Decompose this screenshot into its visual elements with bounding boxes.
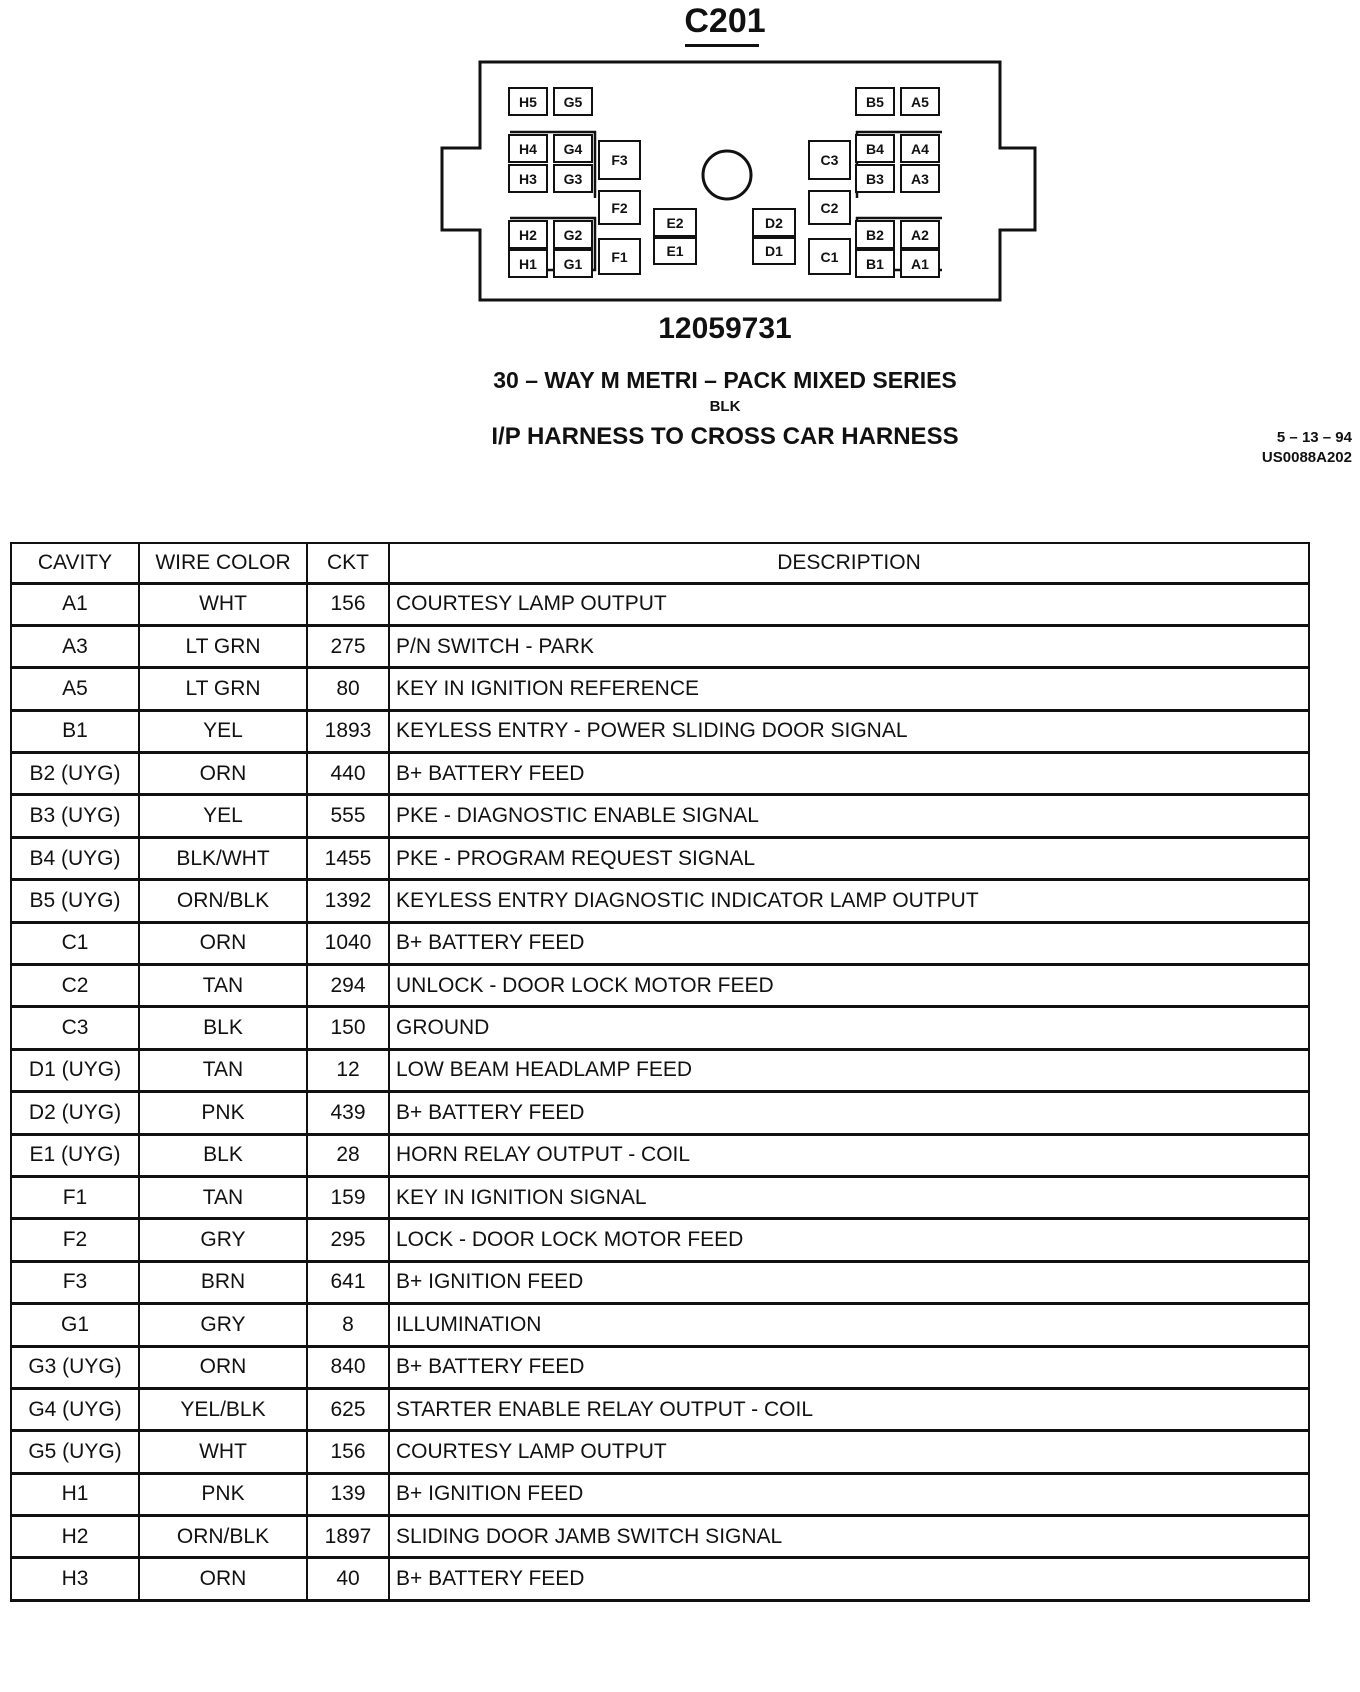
cavity-a1: A1 — [900, 249, 940, 278]
description-cell: B+ BATTERY FEED — [389, 1092, 1309, 1134]
ckt-cell: 625 — [307, 1388, 389, 1430]
part-number: 12059731 — [658, 312, 792, 345]
wire-color-cell: ORN — [139, 1346, 307, 1388]
cavity-c2: C2 — [808, 190, 851, 225]
revision-date: 5 – 13 – 94 — [1276, 429, 1352, 446]
cavity-b3: B3 — [855, 164, 895, 193]
wire-color-cell: BLK — [139, 1007, 307, 1049]
cavity-e2: E2 — [653, 208, 697, 237]
table-row — [11, 1134, 1309, 1176]
cavity-h2: H2 — [508, 220, 548, 249]
cavity-h5: H5 — [508, 87, 548, 116]
ckt-cell: 150 — [307, 1007, 389, 1049]
wire-color-cell: BLK/WHT — [139, 837, 307, 879]
connector-title: C201 — [684, 2, 766, 40]
connector-outline — [0, 0, 1360, 320]
wire-color-cell: BRN — [139, 1261, 307, 1303]
wire-color-cell: ORN — [139, 922, 307, 964]
description-cell: LOW BEAM HEADLAMP FEED — [389, 1049, 1309, 1091]
keying-hole — [703, 151, 751, 199]
cavity-a2: A2 — [900, 220, 940, 249]
cavity-f2: F2 — [598, 190, 641, 225]
cavity-cell: H2 — [11, 1516, 139, 1558]
table-row — [11, 625, 1309, 667]
table-row — [11, 1558, 1309, 1600]
cavity-cell: H3 — [11, 1558, 139, 1600]
cavity-b2: B2 — [855, 220, 895, 249]
description-cell: STARTER ENABLE RELAY OUTPUT - COIL — [389, 1388, 1309, 1430]
cavity-cell: C1 — [11, 922, 139, 964]
table-row — [11, 1388, 1309, 1430]
header-ckt: CKT — [307, 543, 389, 583]
cavity-cell: F1 — [11, 1176, 139, 1218]
pinout-table — [10, 542, 1310, 1602]
document-id: US0088A202 — [1261, 449, 1352, 466]
description-cell: KEY IN IGNITION REFERENCE — [389, 668, 1309, 710]
ckt-cell: 8 — [307, 1304, 389, 1346]
cavity-cell: D1 (UYG) — [11, 1049, 139, 1091]
wire-color-cell: YEL — [139, 795, 307, 837]
ckt-cell: 840 — [307, 1346, 389, 1388]
cavity-cell: D2 (UYG) — [11, 1092, 139, 1134]
wire-color-cell: WHT — [139, 1431, 307, 1473]
ckt-cell: 80 — [307, 668, 389, 710]
cavity-a3: A3 — [900, 164, 940, 193]
cavity-cell: E1 (UYG) — [11, 1134, 139, 1176]
cavity-c3: C3 — [808, 140, 851, 180]
table-row — [11, 1219, 1309, 1261]
description-cell: HORN RELAY OUTPUT - COIL — [389, 1134, 1309, 1176]
ckt-cell: 28 — [307, 1134, 389, 1176]
cavity-cell: B5 (UYG) — [11, 880, 139, 922]
ckt-cell: 12 — [307, 1049, 389, 1091]
cavity-cell: B2 (UYG) — [11, 753, 139, 795]
ckt-cell: 641 — [307, 1261, 389, 1303]
description-cell: B+ BATTERY FEED — [389, 1558, 1309, 1600]
ckt-cell: 159 — [307, 1176, 389, 1218]
description-cell: COURTESY LAMP OUTPUT — [389, 583, 1309, 625]
description-cell: B+ IGNITION FEED — [389, 1261, 1309, 1303]
header-cavity: CAVITY — [11, 543, 139, 583]
cavity-cell: B4 (UYG) — [11, 837, 139, 879]
description-cell: B+ BATTERY FEED — [389, 922, 1309, 964]
cavity-d2: D2 — [752, 208, 796, 237]
table-row — [11, 965, 1309, 1007]
table-row — [11, 1431, 1309, 1473]
ckt-cell: 275 — [307, 625, 389, 667]
table-row — [11, 795, 1309, 837]
cavity-a4: A4 — [900, 134, 940, 163]
table-row — [11, 922, 1309, 964]
ckt-cell: 1392 — [307, 880, 389, 922]
table-row — [11, 668, 1309, 710]
description-cell: KEYLESS ENTRY DIAGNOSTIC INDICATOR LAMP OUTPUT — [389, 880, 1309, 922]
wire-color-cell: LT GRN — [139, 668, 307, 710]
table-row — [11, 1261, 1309, 1303]
cavity-f3: F3 — [598, 140, 641, 180]
ckt-cell: 555 — [307, 795, 389, 837]
table-row — [11, 1176, 1309, 1218]
cavity-cell: G4 (UYG) — [11, 1388, 139, 1430]
wire-color-cell: TAN — [139, 1176, 307, 1218]
cavity-cell: A1 — [11, 583, 139, 625]
ckt-cell: 1893 — [307, 710, 389, 752]
table-row — [11, 583, 1309, 625]
cavity-cell: B3 (UYG) — [11, 795, 139, 837]
table-header-row — [11, 543, 1309, 583]
cavity-a5: A5 — [900, 87, 940, 116]
cavity-g1: G1 — [553, 249, 593, 278]
cavity-b5: B5 — [855, 87, 895, 116]
wire-color-cell: ORN — [139, 753, 307, 795]
ckt-cell: 139 — [307, 1473, 389, 1515]
table-row — [11, 880, 1309, 922]
cavity-g4: G4 — [553, 134, 593, 163]
description-cell: SLIDING DOOR JAMB SWITCH SIGNAL — [389, 1516, 1309, 1558]
ckt-cell: 294 — [307, 965, 389, 1007]
table-row — [11, 710, 1309, 752]
description-cell: UNLOCK - DOOR LOCK MOTOR FEED — [389, 965, 1309, 1007]
ckt-cell: 156 — [307, 1431, 389, 1473]
cavity-cell: A5 — [11, 668, 139, 710]
wire-color-cell: LT GRN — [139, 625, 307, 667]
description-cell: B+ IGNITION FEED — [389, 1473, 1309, 1515]
cavity-c1: C1 — [808, 238, 851, 275]
ckt-cell: 439 — [307, 1092, 389, 1134]
table-row — [11, 1516, 1309, 1558]
cavity-cell: H1 — [11, 1473, 139, 1515]
cavity-cell: G3 (UYG) — [11, 1346, 139, 1388]
description-cell: GROUND — [389, 1007, 1309, 1049]
cavity-cell: G5 (UYG) — [11, 1431, 139, 1473]
cavity-cell: A3 — [11, 625, 139, 667]
table-row — [11, 1092, 1309, 1134]
cavity-g3: G3 — [553, 164, 593, 193]
ckt-cell: 440 — [307, 753, 389, 795]
header-description: DESCRIPTION — [389, 543, 1309, 583]
ckt-cell: 156 — [307, 583, 389, 625]
ckt-cell: 1455 — [307, 837, 389, 879]
cavity-cell: F2 — [11, 1219, 139, 1261]
table-row — [11, 1473, 1309, 1515]
connector-color: BLK — [709, 398, 741, 415]
wire-color-cell: PNK — [139, 1092, 307, 1134]
wire-color-cell: GRY — [139, 1304, 307, 1346]
description-cell: PKE - DIAGNOSTIC ENABLE SIGNAL — [389, 795, 1309, 837]
header-wire-color: WIRE COLOR — [139, 543, 307, 583]
wire-color-cell: TAN — [139, 965, 307, 1007]
ckt-cell: 1040 — [307, 922, 389, 964]
cavity-cell: C2 — [11, 965, 139, 1007]
harness-description: I/P HARNESS TO CROSS CAR HARNESS — [491, 423, 959, 450]
cavity-h3: H3 — [508, 164, 548, 193]
cavity-e1: E1 — [653, 237, 697, 265]
cavity-f1: F1 — [598, 238, 641, 275]
table-row — [11, 753, 1309, 795]
cavity-h1: H1 — [508, 249, 548, 278]
wire-color-cell: YEL — [139, 710, 307, 752]
cavity-g5: G5 — [553, 87, 593, 116]
wire-color-cell: PNK — [139, 1473, 307, 1515]
wire-color-cell: ORN — [139, 1558, 307, 1600]
wire-color-cell: YEL/BLK — [139, 1388, 307, 1430]
wire-color-cell: ORN/BLK — [139, 1516, 307, 1558]
description-cell: B+ BATTERY FEED — [389, 1346, 1309, 1388]
table-row — [11, 1346, 1309, 1388]
cavity-cell: G1 — [11, 1304, 139, 1346]
wire-color-cell: BLK — [139, 1134, 307, 1176]
description-cell: PKE - PROGRAM REQUEST SIGNAL — [389, 837, 1309, 879]
cavity-cell: C3 — [11, 1007, 139, 1049]
ckt-cell: 295 — [307, 1219, 389, 1261]
connector-series: 30 – WAY M METRI – PACK MIXED SERIES — [493, 367, 957, 393]
ckt-cell: 40 — [307, 1558, 389, 1600]
cavity-b4: B4 — [855, 134, 895, 163]
description-cell: COURTESY LAMP OUTPUT — [389, 1431, 1309, 1473]
table-row — [11, 1304, 1309, 1346]
table-row — [11, 1007, 1309, 1049]
cavity-cell: F3 — [11, 1261, 139, 1303]
description-cell: B+ BATTERY FEED — [389, 753, 1309, 795]
description-cell: LOCK - DOOR LOCK MOTOR FEED — [389, 1219, 1309, 1261]
cavity-d1: D1 — [752, 237, 796, 265]
cavity-cell: B1 — [11, 710, 139, 752]
description-cell: KEY IN IGNITION SIGNAL — [389, 1176, 1309, 1218]
table-row — [11, 1049, 1309, 1091]
description-cell: KEYLESS ENTRY - POWER SLIDING DOOR SIGNAL — [389, 710, 1309, 752]
wire-color-cell: ORN/BLK — [139, 880, 307, 922]
wire-color-cell: TAN — [139, 1049, 307, 1091]
wire-color-cell: GRY — [139, 1219, 307, 1261]
wire-color-cell: WHT — [139, 583, 307, 625]
cavity-h4: H4 — [508, 134, 548, 163]
description-cell: ILLUMINATION — [389, 1304, 1309, 1346]
cavity-g2: G2 — [553, 220, 593, 249]
description-cell: P/N SWITCH - PARK — [389, 625, 1309, 667]
table-row — [11, 837, 1309, 879]
cavity-b1: B1 — [855, 249, 895, 278]
ckt-cell: 1897 — [307, 1516, 389, 1558]
